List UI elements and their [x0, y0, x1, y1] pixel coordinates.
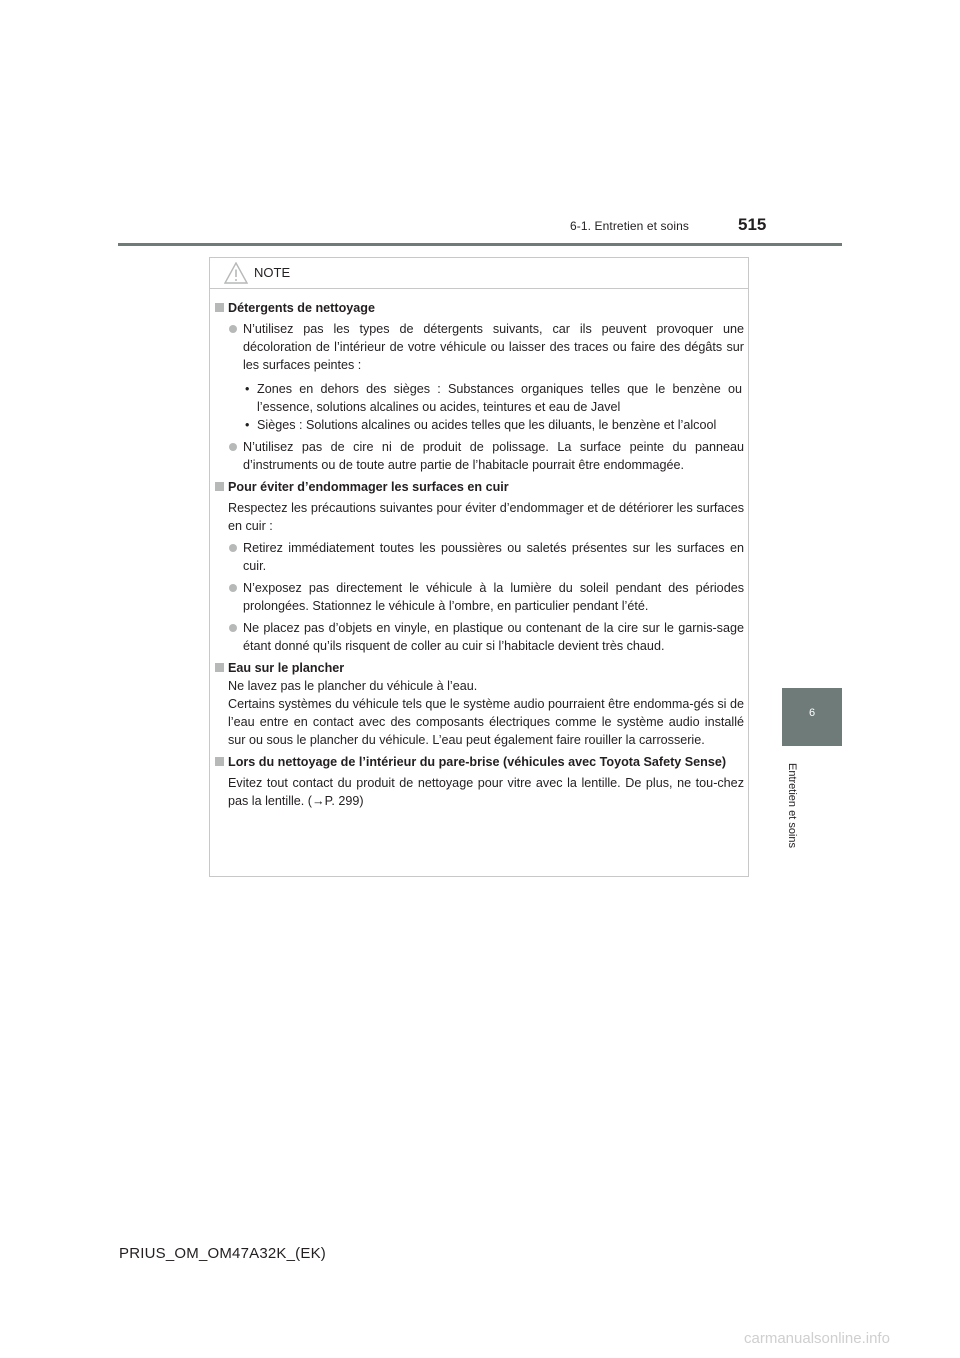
- circle-bullet-icon: [229, 325, 237, 333]
- section-heading: Lors du nettoyage de l’intérieur du pare-brise (véhicules avec Toyota Safety Sense): [210, 753, 744, 771]
- paragraph: Evitez tout contact du produit de nettoyage pour vitre avec la lentille. De plus, ne tou-chez pas la lentille. (→P. 299): [228, 776, 744, 808]
- section-heading: Pour éviter d’endommager les surfaces en cuir: [210, 478, 744, 496]
- dot-bullet-icon: •: [245, 382, 250, 396]
- paragraph: Respectez les précautions suivantes pour éviter d’endommager et de détériorer les surfaces en cuir :: [228, 501, 744, 533]
- circle-bullet-icon: [229, 624, 237, 632]
- watermark: carmanualsonline.info: [744, 1330, 890, 1347]
- list-item: N’utilisez pas de cire ni de produit de polissage. La surface peinte du panneau d’instruments ou de toute autre partie de l’habitacle pourrait être endommagée.: [210, 438, 744, 474]
- circle-bullet-icon: [229, 443, 237, 451]
- note-header: [210, 258, 748, 289]
- square-bullet-icon: [215, 757, 224, 766]
- note-body: [210, 299, 750, 810]
- list-item: N’utilisez pas les types de détergents suivants, car ils peuvent provoquer une décoloration de l’intérieur de votre véhicule ou laisser des traces ou faire des dégâts sur les surfaces peintes :: [210, 320, 744, 374]
- sub-list-item: • Zones en dehors des sièges : Substances organiques telles que le benzène ou l’essence, solutions alcalines ou acides, teintures et eau de Javel: [245, 382, 742, 414]
- header-section-title: 6-1. Entretien et soins: [570, 219, 690, 233]
- square-bullet-icon: [215, 482, 224, 491]
- header-divider: [118, 243, 842, 246]
- section-heading: Détergents de nettoyage: [210, 299, 744, 317]
- paragraph: Ne lavez pas le plancher du véhicule à l’eau.: [228, 679, 478, 693]
- note-title: NOTE: [254, 265, 291, 280]
- chapter-tab-number: 6: [808, 707, 816, 719]
- document-code: PRIUS_OM_OM47A32K_(EK): [119, 1245, 326, 1262]
- paragraph: Certains systèmes du véhicule tels que le système audio pourraient être endomma-gés si de l’eau entre en contact avec des composants électriques comme le système audio installé sur ou sous le plancher du véhicule. L’eau peut également faire rouiller la carrosserie.: [228, 697, 744, 747]
- list-item: Ne placez pas d’objets en vinyle, en plastique ou contenant de la cire sur le garnis-sage étant donné qu’ils risquent de coller au cuir si l’habitacle devient très chaud.: [210, 619, 744, 655]
- list-item: N’exposez pas directement le véhicule à la lumière du soleil pendant des périodes prolongées. Stationnez le véhicule à l’ombre, en particulier pendant l’été.: [210, 579, 744, 615]
- circle-bullet-icon: [229, 544, 237, 552]
- circle-bullet-icon: [229, 584, 237, 592]
- section-heading: Eau sur le plancher: [210, 659, 744, 677]
- note-box: [209, 257, 749, 877]
- chapter-tab-label: Entretien et soins: [786, 763, 798, 848]
- list-item: Retirez immédiatement toutes les poussières ou saletés présentes sur les surfaces en cuir.: [210, 539, 744, 575]
- square-bullet-icon: [215, 303, 224, 312]
- warning-triangle-icon: [224, 262, 248, 284]
- square-bullet-icon: [215, 663, 224, 672]
- sub-list-item: • Sièges : Solutions alcalines ou acides telles que les diluants, le benzène et l’alcool: [245, 418, 717, 432]
- dot-bullet-icon: •: [245, 418, 250, 432]
- page-number: 515: [738, 215, 767, 234]
- chapter-tab[interactable]: [782, 688, 842, 746]
